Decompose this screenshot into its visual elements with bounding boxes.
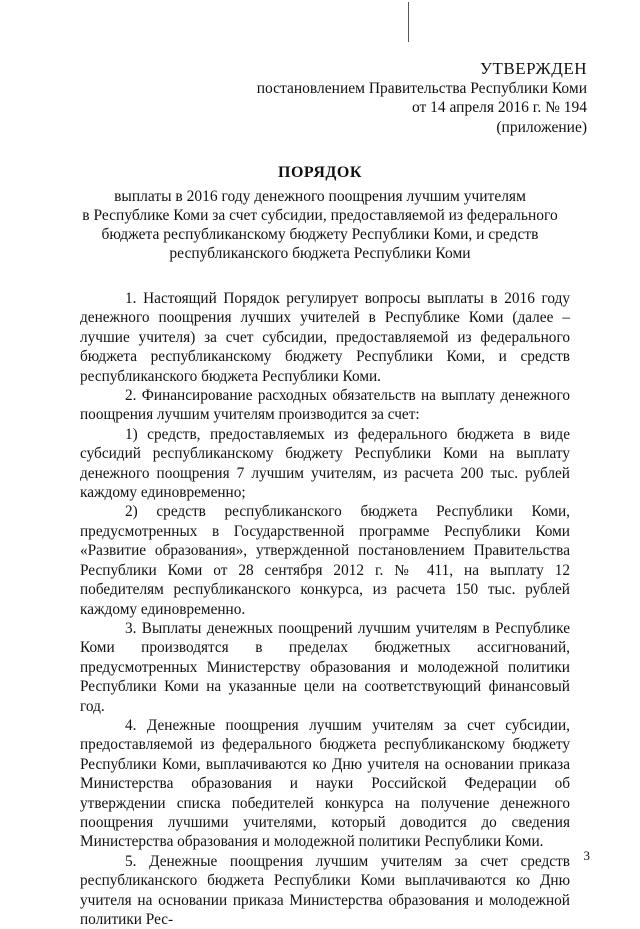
subtitle-line: республиканского бюджета Республики Коми [169,245,471,262]
paragraph-2-item-1: 1) средств, предоставляемых из федерального бюджета в виде субсидий республиканскому бюджету Республики Коми на выплату денежного поощрения 7 лучшим учителям, из расчета 200 тыс. рублей каждому единовременно; [80,425,570,502]
paragraph-4: 4. Денежные поощрения лучшим учителям за счет субсидии, предоставляемой из федерального бюджета республиканскому бюджету Республики Коми, выплачиваются ко Дню учителя на основании приказа Министерства образования и науки Российской Федерации об утверждении списка победителей конкурса на получение денежного поощрения лучшими учителями, который доводится до сведения Министерства образования и молодежной политики Республики Коми. [80,716,570,851]
paragraph-2: 2. Финансирование расходных обязательств на выплату денежного поощрения лучшим учителям производится за счет: [80,387,570,424]
approval-block [257,59,587,137]
document-title: ПОРЯДОК [278,164,362,181]
paragraph-1: 1. Настоящий Порядок регулирует вопросы выплаты в 2016 году денежного поощрения лучших учителей в Республике Коми (далее – лучшие учителя) за счет субсидии, предоставляемой из федерального бюджета республиканскому бюджету Республики Коми, и средств республиканского бюджета Республики Коми. [80,290,570,385]
subtitle-line: в Республике Коми за счет субсидии, предоставляемой из федерального [82,207,558,224]
subtitle-line: бюджета республиканскому бюджету Республики Коми, и средств [101,226,539,243]
approval-date-line: от 14 апреля 2016 г. № 194 [411,99,587,116]
approval-decree-line: постановлением Правительства Республики Коми [256,79,587,97]
document-subtitle [80,187,560,263]
approved-stamp-text: УТВЕРЖДЕН [480,59,587,78]
paragraph-2-item-2: 2) средств республиканского бюджета Республики Коми, предусмотренных в Государственной программе Республики Коми «Развитие образования», утвержденной постановлением Правительства Республики Коми от 28 сентября 2012 г. № 411, на выплату 12 победителям республиканского конкурса, из расчета 150 тыс. рублей каждому единовременно. [80,503,570,618]
approval-appendix-line: (приложение) [496,118,587,136]
paragraph-3: 3. Выплаты денежных поощрений лучшим учителям в Республике Коми производятся в пределах бюджетных ассигнований, предусмотренных Министерству образования и молодежной политики Республики Коми на указанные цели на соответствующий финансовый год. [80,619,570,715]
subtitle-line: выплаты в 2016 году денежного поощрения лучшим учителям [114,188,526,205]
paragraph-5: 5. Денежные поощрения лучшим учителям за счет средств республиканского бюджета Республики Коми выплачиваются ко Дню учителя на основании приказа Министерства образования и молодежной политики Рес- [80,852,570,928]
document-body [80,289,570,929]
page-edge-mark [408,2,409,42]
page-number: 3 [583,848,590,863]
